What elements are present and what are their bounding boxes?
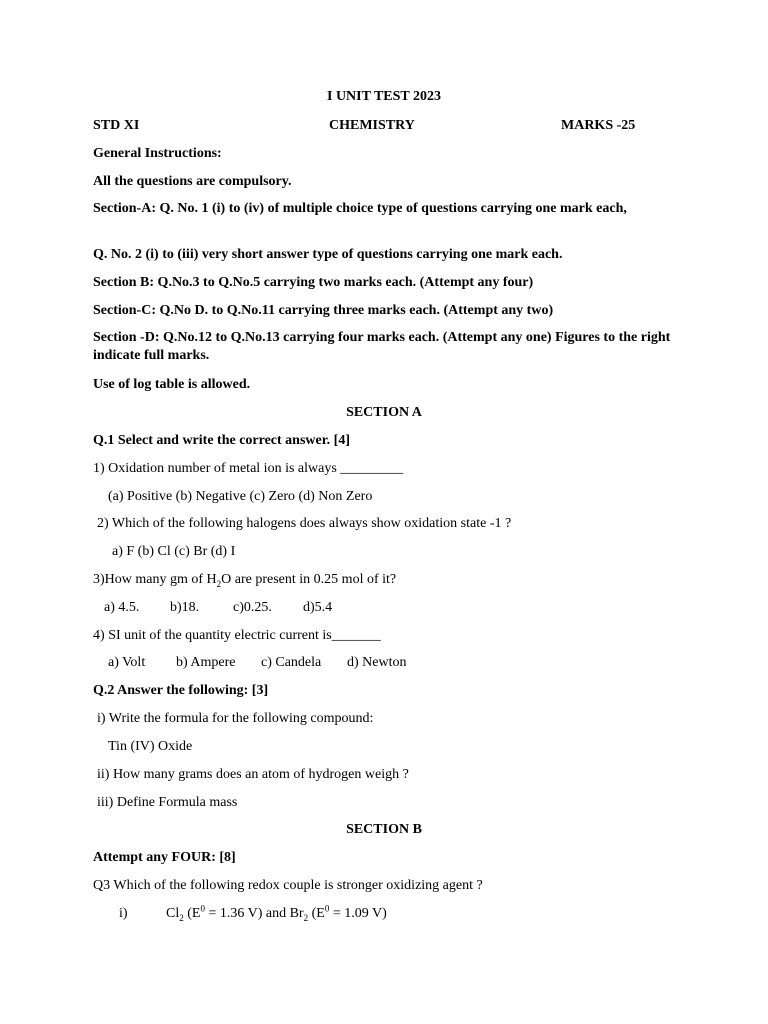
q1-item-2-options: a) F (b) Cl (c) Br (d) I: [112, 544, 236, 559]
option: c)0.25.: [233, 600, 272, 615]
option: a) Volt: [108, 655, 146, 670]
instruction-item: Use of log table is allowed.: [93, 377, 251, 392]
section-b-attempt: Attempt any FOUR: [8]: [93, 850, 236, 865]
instruction-item: Section B: Q.No.3 to Q.No.5 carrying two marks each. (Attempt any four): [93, 275, 534, 290]
instruction-item: Section-C: Q.No D. to Q.No.11 carrying three marks each. (Attempt any two): [93, 303, 554, 318]
superscript: 0: [200, 903, 205, 914]
instructions-heading: General Instructions:: [93, 146, 222, 161]
q1-title: Q.1 Select and write the correct answer. [4]: [93, 433, 350, 448]
q1-item-1-options: (a) Positive (b) Negative (c) Zero (d) Non Zero: [108, 489, 373, 504]
instruction-item: Section-A: Q. No. 1 (i) to (iv) of multiple choice type of questions carrying one mark each,: [93, 201, 627, 216]
subscript: 2: [179, 912, 184, 923]
q1-item-1-question: 1) Oxidation number of metal ion is always _________: [93, 461, 404, 476]
q2-item: ii) How many grams does an atom of hydrogen weigh ?: [97, 767, 409, 782]
section-a-heading: SECTION A: [346, 405, 422, 420]
q2-item: i) Write the formula for the following compound:: [97, 711, 374, 726]
superscript: 0: [324, 903, 330, 914]
test-title: I UNIT TEST 2023: [327, 89, 441, 104]
subscript: 2: [216, 578, 222, 589]
option: a) 4.5.: [104, 600, 140, 615]
marks-label: MARKS -25: [561, 118, 636, 133]
q1-item-3-options: [104, 599, 332, 616]
section-b-heading: SECTION B: [346, 822, 422, 837]
instruction-item: All the questions are compulsory.: [93, 174, 292, 189]
q1-item-4-question: 4) SI unit of the quantity electric current is_______: [93, 628, 381, 643]
q2-title: Q.2 Answer the following: [3]: [93, 683, 269, 698]
option: b)18.: [170, 600, 200, 615]
q2-item: iii) Define Formula mass: [97, 795, 238, 810]
q3-question: Q3 Which of the following redox couple is stronger oxidizing agent ?: [93, 878, 483, 893]
instruction-item: Section -D: Q.No.12 to Q.No.13 carrying four marks each. (Attempt any one) Figures to the right indicate full marks.: [93, 330, 671, 363]
subscript: 2: [303, 912, 309, 923]
q1-item-3-question: 3)How many gm of $H_2O$ are present in 0.25 mol of it?: [93, 572, 397, 589]
option: c) Candela: [261, 655, 322, 670]
option: d) Newton: [347, 655, 407, 670]
instruction-item: Q. No. 2 (i) to (iii) very short answer type of questions carrying one mark each.: [93, 247, 563, 262]
q1-item-4-options: [108, 654, 407, 671]
std-label: STD XI: [93, 118, 140, 133]
q3-option-label: i): [119, 906, 128, 921]
q2-item: Tin (IV) Oxide: [108, 739, 193, 754]
q1-item-2-question: 2) Which of the following halogens does always show oxidation state -1 ?: [97, 516, 512, 531]
option: b) Ampere: [176, 655, 236, 670]
option: d)5.4: [303, 600, 333, 615]
subject-label: CHEMISTRY: [329, 118, 415, 133]
q3-option-text: $Cl_2$ ($E^0 = 1.36$ V) and $Br_2$ ($E^0 = 1.09$ V): [166, 903, 387, 923]
